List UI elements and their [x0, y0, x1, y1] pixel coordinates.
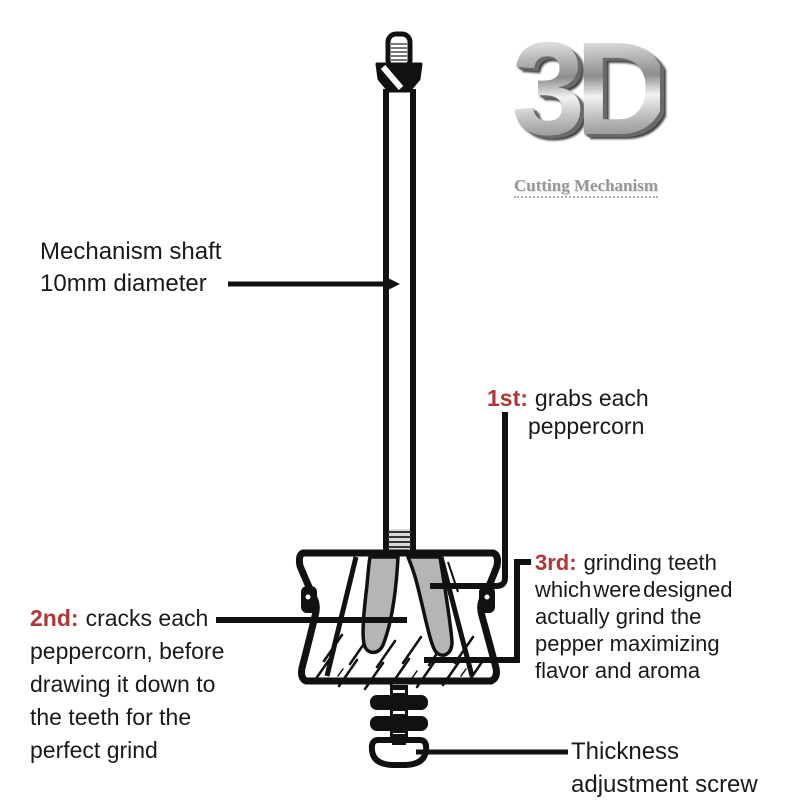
- mechanism-shaft-icon: [386, 89, 413, 553]
- shaft-collar-icon: [377, 64, 421, 91]
- 3d-logo-caption: Cutting Mechanism: [500, 176, 672, 196]
- label-2nd-prefix: 2nd:: [30, 605, 79, 631]
- label-1st-prefix: 1st:: [487, 385, 528, 411]
- label-3rd-grinding: 3rd: grinding teeth which were designed actually grind the pepper maximizing flavor and aroma: [535, 550, 733, 683]
- label-mechanism-shaft: Mechanism shaft 10mm diameter: [40, 238, 222, 297]
- label-1st-grabs: 1st: grabs each peppercorn: [487, 385, 649, 439]
- label-2nd-cracks: 2nd: cracks each peppercorn, before drawing it down to the teeth for the perfect grind: [30, 605, 225, 763]
- label-thickness-screw: Thickness adjustment screw: [571, 738, 758, 798]
- 3d-logo-text: 3D: [511, 15, 661, 162]
- 3d-logo: [498, 14, 674, 204]
- label-3rd-prefix: 3rd:: [535, 550, 577, 575]
- leader-shaft-arrowhead: [388, 278, 400, 290]
